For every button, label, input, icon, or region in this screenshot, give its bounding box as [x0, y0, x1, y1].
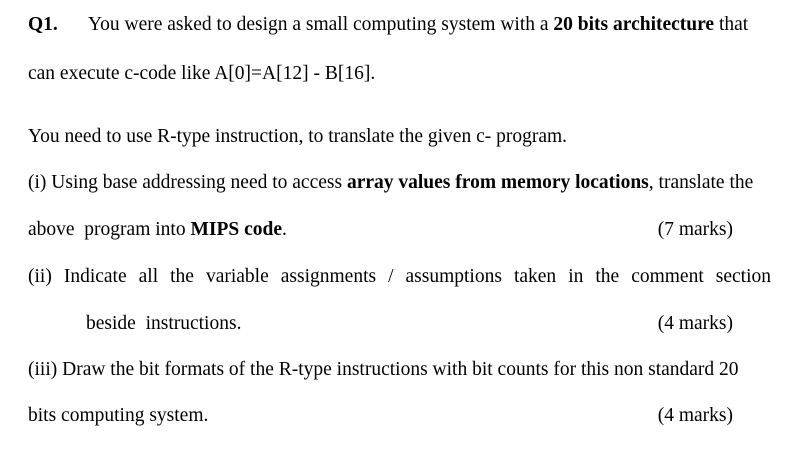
question-line-2	[28, 62, 771, 86]
part-i-post: , translate the	[648, 172, 754, 193]
part-ii-word: all	[138, 266, 159, 287]
part-iii-line-2	[28, 404, 771, 428]
part-ii-marks: (4 marks)	[657, 313, 733, 334]
part-iii-line-1	[28, 358, 771, 382]
part-ii-word: /	[388, 266, 394, 287]
part-ii-word: Indicate	[63, 266, 127, 287]
part-i-line2-pre: above program into	[28, 219, 186, 240]
part-i-line2-post: .	[282, 219, 287, 240]
part-ii-word: in	[568, 266, 584, 287]
q1-text-post: that	[718, 14, 749, 35]
part-ii-word: variable	[205, 266, 269, 287]
question-number: Q1.	[28, 14, 58, 35]
part-i-marks: (7 marks)	[657, 219, 733, 240]
part-ii-line2-text: beside instructions.	[86, 313, 242, 334]
part-ii-word: assumptions	[405, 266, 502, 287]
part-ii-word: taken	[513, 266, 557, 287]
part-i-line-2	[28, 218, 771, 242]
part-ii-line-1	[28, 265, 771, 289]
q1-code-line: can execute c-code like A[0]=A[12] - B[16].	[28, 63, 376, 84]
part-i-line-1	[28, 171, 771, 195]
part-ii-word: (ii)	[28, 266, 52, 287]
part-ii-word: the	[170, 266, 194, 287]
question-line-1	[28, 13, 771, 37]
part-i-line2-bold: MIPS code	[190, 219, 282, 240]
part-iii-line2-text: bits computing system.	[28, 405, 209, 426]
q1-text-bold: 20 bits architecture	[553, 14, 715, 35]
part-ii-word: section	[715, 266, 771, 287]
part-i-pre: (i) Using base addressing need to access	[28, 172, 343, 193]
part-i-bold: array values from memory locations	[346, 172, 649, 193]
question-line-3	[28, 125, 771, 149]
part-ii-word: the	[595, 266, 620, 287]
part-iii-line1-text: (iii) Draw the bit formats of the R-type instructions with bit counts for this non standard 20	[28, 359, 739, 380]
q1-text-pre: You were asked to design a small computing system with a	[88, 14, 549, 35]
part-ii-line-2	[86, 312, 771, 336]
part-ii-word: comment	[631, 266, 704, 287]
part-iii-marks: (4 marks)	[657, 405, 733, 426]
part-ii-word: assignments	[280, 266, 377, 287]
q1-instruction-line: You need to use R-type instruction, to translate the given c- program.	[28, 126, 568, 147]
